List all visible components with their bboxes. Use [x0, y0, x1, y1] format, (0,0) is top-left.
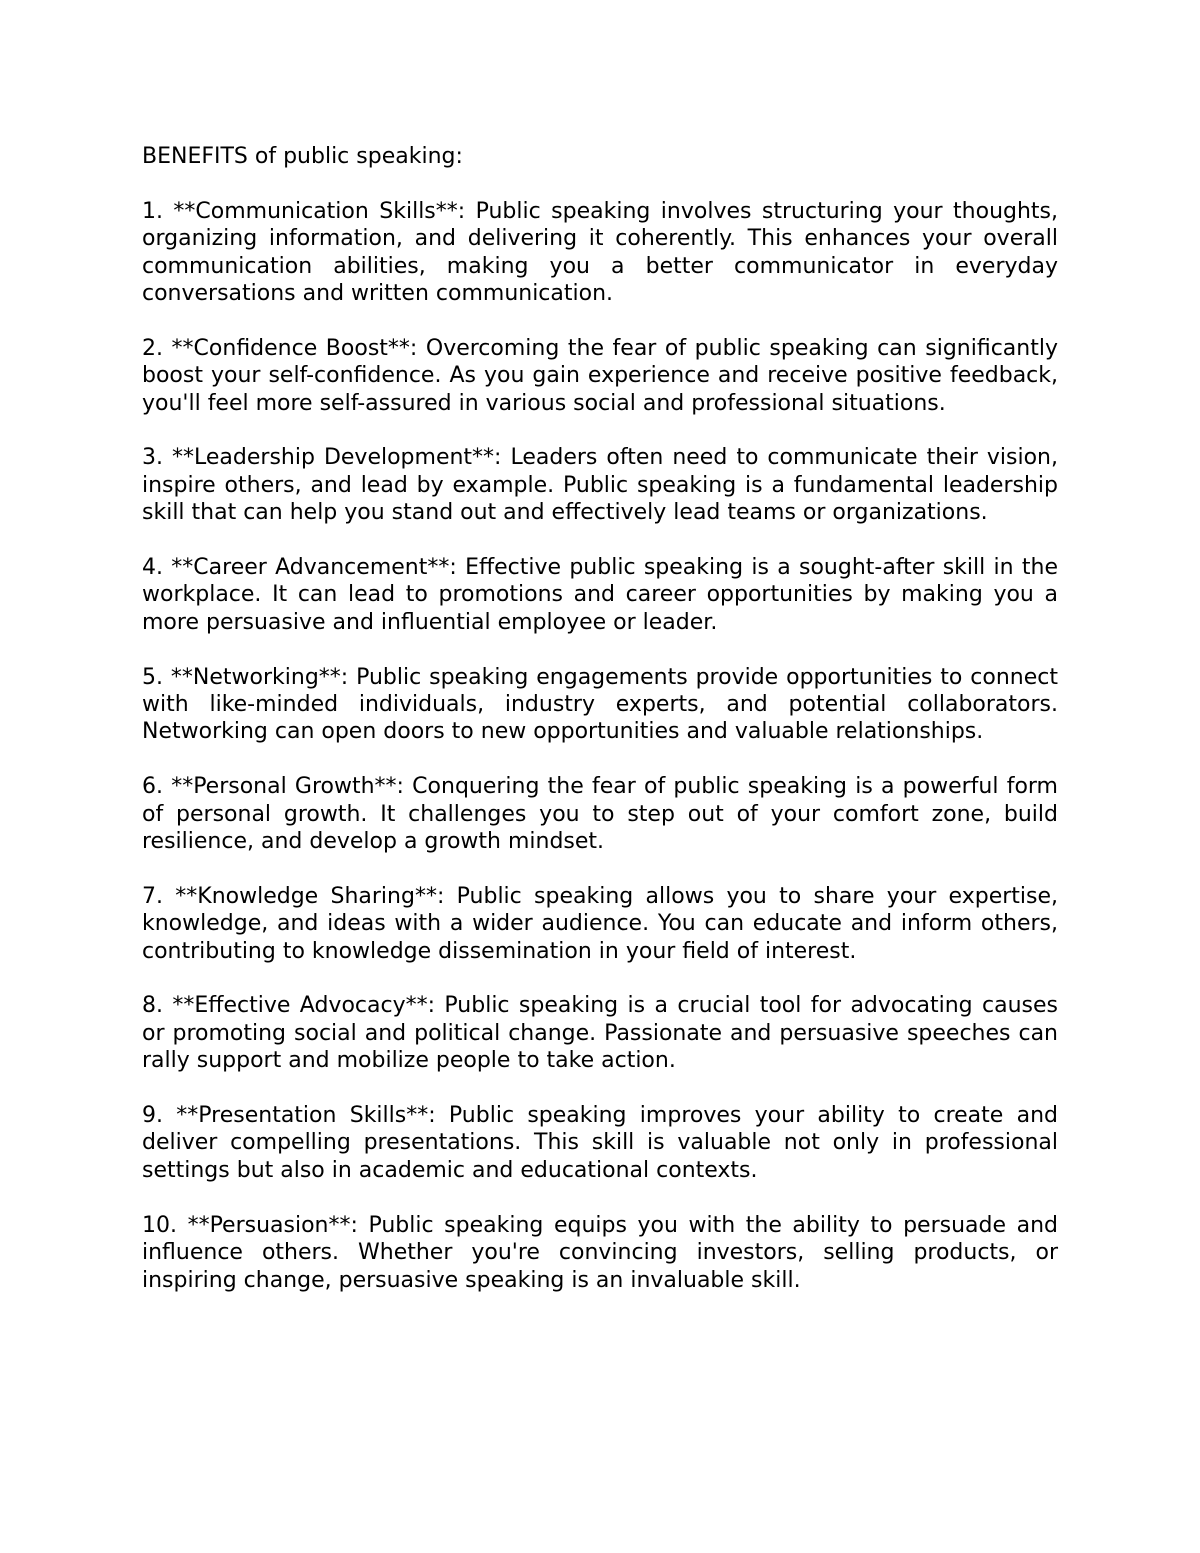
document-heading: BENEFITS of public speaking:: [142, 144, 463, 169]
benefit-item-8: 8. **Effective Advocacy**: Public speaking is a crucial tool for advocating causes or promoting social and political change. Passionate and persuasive speeches can rally support and mobilize people to take action.: [142, 993, 1058, 1074]
benefit-item-6: 6. **Personal Growth**: Conquering the fear of public speaking is a powerful form of personal growth. It challenges you to step out of your comfort zone, build resilience, and develop a growth mindset.: [142, 774, 1058, 855]
benefit-item-10: 10. **Persuasion**: Public speaking equips you with the ability to persuade and influence others. Whether you're convincing investors, selling products, or inspiring change, persuasive speaking is an invaluable skill.: [142, 1212, 1058, 1293]
benefit-item-2: 2. **Confidence Boost**: Overcoming the fear of public speaking can significantly boost your self-confidence. As you gain experience and receive positive feedback, you'll feel more self-assured in various social and professional situations.: [142, 335, 1058, 416]
benefit-item-5: 5. **Networking**: Public speaking engagements provide opportunities to connect with like-minded individuals, industry experts, and potential collaborators. Networking can open doors to new opportunities and valuable relationships.: [142, 664, 1058, 745]
benefit-item-3: 3. **Leadership Development**: Leaders often need to communicate their vision, inspire others, and lead by example. Public speaking is a fundamental leadership skill that can help you stand out and effectively lead teams or organizations.: [142, 445, 1058, 526]
benefit-item-4: 4. **Career Advancement**: Effective public speaking is a sought-after skill in the workplace. It can lead to promotions and career opportunities by making you a more persuasive and influential employee or leader.: [142, 555, 1058, 635]
benefit-item-9: 9. **Presentation Skills**: Public speaking improves your ability to create and deliver compelling presentations. This skill is valuable not only in professional settings but also in academic and educational contexts.: [142, 1103, 1058, 1183]
benefit-item-7: 7. **Knowledge Sharing**: Public speaking allows you to share your expertise, knowledge, and ideas with a wider audience. You can educate and inform others, contributing to knowledge dissemination in your field of interest.: [142, 883, 1058, 964]
benefit-item-1: 1. **Communication Skills**: Public speaking involves structuring your thoughts, organizing information, and delivering it coherently. This enhances your overall communication abilities, making you a better communicator in everyday conversations and written communication.: [142, 198, 1058, 307]
document-body: [142, 143, 1058, 1321]
